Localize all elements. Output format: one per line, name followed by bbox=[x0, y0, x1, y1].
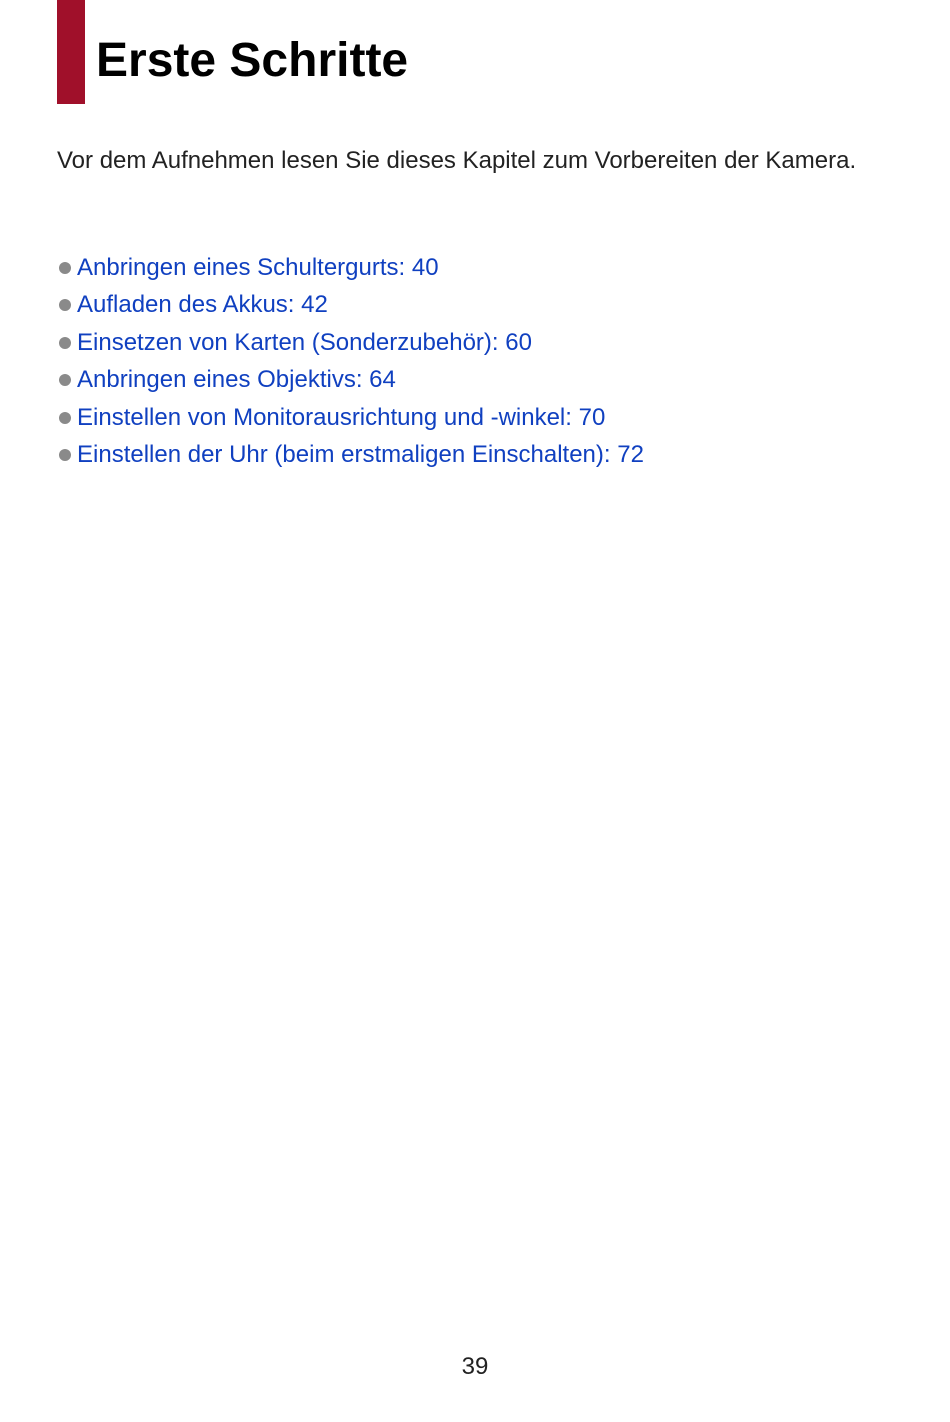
bullet-icon bbox=[59, 449, 71, 461]
page-title: Erste Schritte bbox=[96, 34, 409, 87]
title-accent-bar bbox=[57, 0, 85, 104]
toc-link-uhr[interactable]: Einstellen der Uhr (beim erstmaligen Einschalten): 72 bbox=[77, 441, 644, 469]
toc-link-schultergurt[interactable]: Anbringen eines Schultergurts: 40 bbox=[77, 253, 439, 281]
bullet-icon bbox=[59, 262, 71, 274]
toc-link-karten[interactable]: Einsetzen von Karten (Sonderzubehör): 60 bbox=[77, 328, 532, 356]
bullet-icon bbox=[59, 374, 71, 386]
bullet-icon bbox=[59, 412, 71, 424]
toc-list bbox=[57, 249, 644, 474]
toc-item bbox=[57, 249, 644, 287]
toc-item bbox=[57, 324, 644, 362]
toc-link-monitor[interactable]: Einstellen von Monitorausrichtung und -winkel: 70 bbox=[77, 403, 606, 431]
toc-item bbox=[57, 399, 644, 437]
intro-paragraph: Vor dem Aufnehmen lesen Sie dieses Kapitel zum Vorbereiten der Kamera. bbox=[57, 147, 857, 174]
toc-item bbox=[57, 437, 644, 475]
toc-item bbox=[57, 362, 644, 400]
bullet-icon bbox=[59, 337, 71, 349]
toc-link-akku[interactable]: Aufladen des Akkus: 42 bbox=[77, 291, 328, 319]
toc-item bbox=[57, 287, 644, 325]
toc-link-objektiv[interactable]: Anbringen eines Objektivs: 64 bbox=[77, 366, 396, 394]
page-number: 39 bbox=[461, 1353, 489, 1380]
bullet-icon bbox=[59, 299, 71, 311]
